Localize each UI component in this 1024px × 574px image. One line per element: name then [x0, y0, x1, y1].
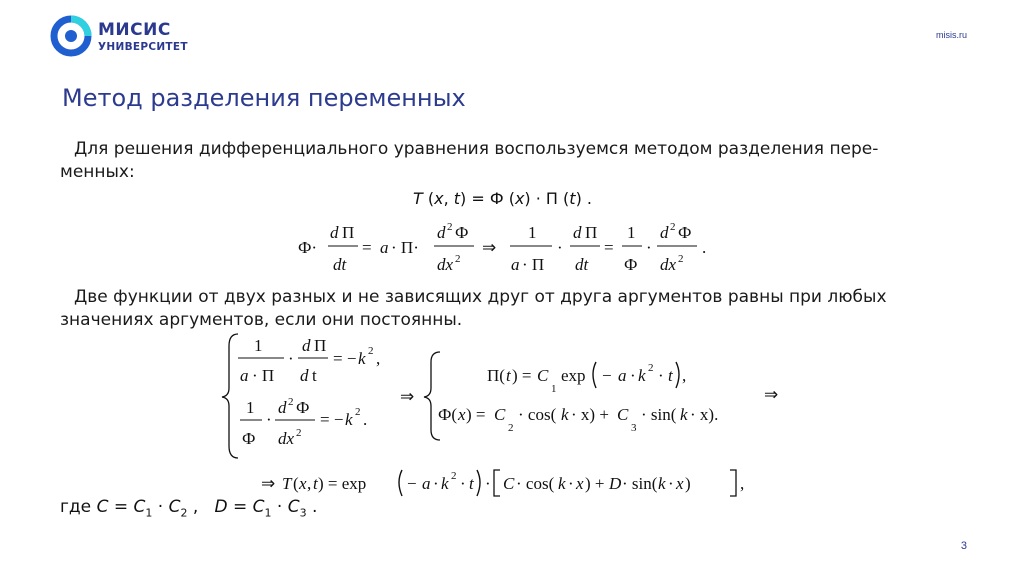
- svg-text:П: П: [314, 336, 327, 355]
- svg-text:·: ·: [630, 366, 636, 385]
- svg-text:k: k: [680, 405, 688, 424]
- svg-text:Ф: Ф: [624, 255, 638, 274]
- svg-text:d: d: [330, 223, 339, 242]
- svg-text:d: d: [278, 398, 287, 417]
- svg-text:П(: П(: [487, 366, 505, 385]
- svg-text:·: ·: [433, 474, 439, 493]
- svg-text:· x) +: · x) +: [571, 405, 609, 424]
- svg-text:2: 2: [648, 362, 654, 374]
- svg-text:,: ,: [376, 349, 381, 368]
- svg-text:d: d: [573, 223, 582, 242]
- svg-text:⇒: ⇒: [764, 385, 779, 404]
- svg-text:−: −: [407, 474, 417, 493]
- equation-system-right: [424, 352, 718, 440]
- svg-text:⇒: ⇒: [482, 238, 497, 257]
- svg-text:a: a: [240, 366, 249, 385]
- svg-text:· cos(: · cos(: [518, 405, 557, 424]
- svg-text:x: x: [676, 474, 684, 493]
- svg-text:Ф(: Ф(: [438, 405, 458, 424]
- svg-text:t: t: [312, 366, 317, 385]
- svg-text:Ф: Ф: [296, 398, 310, 417]
- svg-text:·: ·: [485, 474, 491, 493]
- svg-text:·: ·: [568, 474, 574, 493]
- svg-text:d: d: [300, 366, 309, 385]
- svg-text:2: 2: [355, 406, 361, 418]
- logo-subtitle: УНИВЕРСИТЕТ: [98, 41, 188, 53]
- logo-name: МИСИС: [98, 20, 171, 40]
- site-link[interactable]: misis.ru: [936, 30, 967, 40]
- svg-text:x: x: [576, 474, 584, 493]
- svg-text:1: 1: [254, 336, 263, 355]
- svg-text:П: П: [342, 223, 355, 242]
- paragraph-constants-line1: Две функции от двух разных и не зависящих друг от друга аргументов равны при любых: [74, 287, 887, 307]
- svg-text:Ф: Ф: [455, 223, 469, 242]
- svg-text:Ф·: Ф·: [298, 238, 318, 257]
- svg-text:1: 1: [528, 223, 537, 242]
- svg-text:2: 2: [670, 221, 676, 233]
- svg-text:2: 2: [508, 422, 514, 434]
- svg-text:Ф: Ф: [242, 429, 256, 448]
- svg-text:C: C: [617, 405, 629, 424]
- svg-text:,: ,: [307, 474, 312, 493]
- svg-text:a: a: [511, 255, 520, 274]
- svg-text:·: ·: [557, 238, 563, 257]
- slide-title: Метод разделения переменных: [62, 84, 466, 112]
- svg-text:t: t: [668, 366, 673, 385]
- svg-text:Ф: Ф: [678, 223, 692, 242]
- svg-text:C: C: [503, 474, 515, 493]
- svg-text:· x).: · x).: [690, 405, 719, 424]
- svg-text:dx: dx: [660, 255, 677, 274]
- svg-text:t: t: [506, 366, 511, 385]
- svg-text:= −: = −: [320, 410, 344, 429]
- paragraph-intro-line1: Для решения дифференциального уравнения воспользуемся методом разделения пере-: [74, 139, 879, 159]
- svg-text:2: 2: [447, 221, 453, 233]
- svg-text:k: k: [558, 474, 566, 493]
- svg-text:a: a: [618, 366, 627, 385]
- svg-text:1: 1: [246, 398, 255, 417]
- svg-text:) =: ) =: [466, 405, 486, 424]
- svg-text:k: k: [345, 410, 353, 429]
- svg-text:k: k: [638, 366, 646, 385]
- page-number: 3: [960, 540, 967, 552]
- svg-text:dt: dt: [575, 255, 589, 274]
- svg-text:· cos(: · cos(: [516, 474, 555, 493]
- svg-text:D: D: [609, 474, 622, 493]
- svg-text:=: =: [362, 238, 372, 257]
- constants-definition: где $С = С_1 \cdot С_2$ , $D = С_1 \cdot С_3$ .: [60, 497, 318, 520]
- svg-text:(: (: [293, 474, 299, 493]
- svg-text:) =: ) =: [512, 366, 532, 385]
- svg-text:k: k: [561, 405, 569, 424]
- svg-text:·: ·: [288, 349, 294, 368]
- equation-fractions: [298, 221, 706, 274]
- svg-text:k: k: [358, 349, 366, 368]
- svg-text:k: k: [658, 474, 666, 493]
- svg-text:t: t: [313, 474, 318, 493]
- svg-text:d: d: [437, 223, 446, 242]
- svg-text:dx: dx: [278, 429, 295, 448]
- implies-arrow-2: [764, 385, 778, 404]
- svg-text:−: −: [602, 366, 612, 385]
- svg-text:·: ·: [460, 474, 466, 493]
- svg-text:dx: dx: [437, 255, 454, 274]
- svg-text:2: 2: [455, 253, 461, 265]
- svg-text:2: 2: [368, 345, 374, 357]
- svg-text:T: T: [282, 474, 292, 493]
- svg-text:⇒: ⇒: [400, 387, 415, 406]
- svg-text:,: ,: [740, 474, 745, 493]
- svg-text:k: k: [441, 474, 449, 493]
- svg-text:x: x: [458, 405, 466, 424]
- svg-text:C: C: [494, 405, 506, 424]
- svg-text:1: 1: [551, 383, 557, 395]
- svg-text:⇒: ⇒: [261, 474, 276, 493]
- implies-arrow-1: [400, 387, 414, 406]
- equation-separation: T (x, t) = Ф (x) · П (t) .: [413, 189, 592, 208]
- svg-text:exp: exp: [561, 366, 586, 385]
- svg-text:d: d: [302, 336, 311, 355]
- paragraph-constants-line2: значениях аргументов, если они постоянны.: [60, 310, 463, 330]
- svg-text:t: t: [469, 474, 474, 493]
- svg-text:): ): [685, 474, 691, 493]
- svg-text:· П: · П: [252, 366, 275, 385]
- svg-text:2: 2: [678, 253, 684, 265]
- svg-text:) +: ) +: [585, 474, 605, 493]
- equation-final-solution: [261, 470, 744, 496]
- svg-text:x: x: [299, 474, 307, 493]
- svg-text:d: d: [660, 223, 669, 242]
- svg-text:·: ·: [646, 238, 652, 257]
- svg-text:2: 2: [451, 470, 457, 482]
- svg-text:.: .: [702, 238, 707, 257]
- svg-text:П: П: [585, 223, 598, 242]
- svg-text:=: =: [604, 238, 614, 257]
- svg-text:· sin(: · sin(: [641, 405, 677, 424]
- svg-text:2: 2: [296, 427, 302, 439]
- svg-text:·: ·: [668, 474, 674, 493]
- equation-system-left: [222, 334, 380, 458]
- svg-text:·: ·: [658, 366, 664, 385]
- svg-text:· П: · П: [522, 255, 545, 274]
- svg-text:,: ,: [682, 366, 687, 385]
- svg-text:) = exp: ) = exp: [318, 474, 367, 493]
- svg-text:dt: dt: [333, 255, 347, 274]
- svg-text:C: C: [537, 366, 549, 385]
- svg-text:2: 2: [288, 396, 294, 408]
- svg-text:a: a: [380, 238, 389, 257]
- svg-text:· П·: · П·: [391, 238, 419, 257]
- svg-text:.: .: [363, 410, 368, 429]
- svg-text:= −: = −: [333, 349, 357, 368]
- svg-text:·: ·: [266, 410, 272, 429]
- svg-text:a: a: [422, 474, 431, 493]
- paragraph-intro-line2: менных:: [60, 162, 135, 182]
- svg-text:1: 1: [627, 223, 636, 242]
- svg-text:· sin(: · sin(: [622, 474, 658, 493]
- svg-text:3: 3: [631, 422, 637, 434]
